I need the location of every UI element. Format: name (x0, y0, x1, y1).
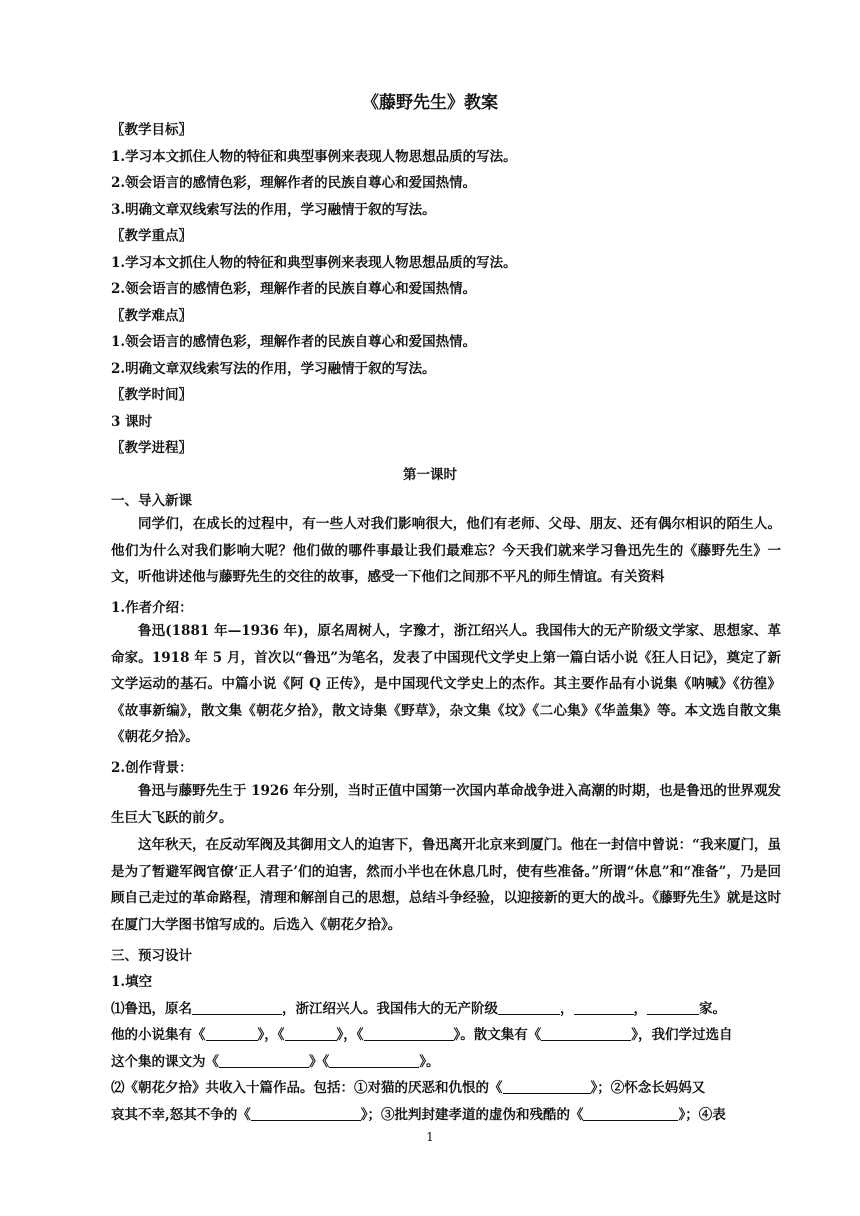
answer-blank[interactable] (574, 1000, 634, 1015)
goal-item: 1.学习本文抓住人物的特征和典型事例来表现人物思想品质的写法。 (111, 149, 517, 165)
goal-item: 3.明确文章双线索写法的作用，学习融情于叙的写法。 (111, 202, 436, 218)
answer-blank[interactable] (206, 1026, 258, 1041)
section-heading-time: 〖教学时间〗 (111, 387, 192, 403)
answer-blank[interactable] (329, 1053, 419, 1068)
fill-question-1-line1 (111, 997, 726, 1017)
author-paragraph: 鲁迅(1881 年—1936 年)，原名周树人，字豫才，浙江绍兴人。我国伟大的无产阶级文学家、思想家、革命家。1918 年 5 月，首次以“鲁迅”为笔名，发表了中国现代文学史上第一篇白话小说《狂人日记》，奠定了新文学运动的基石。中篇小说《阿 Q 正传》，是中国现代文学史上的杰作。其主要作品有小说集《呐喊》《彷徨》《故事新编》，散文集《朝花夕拾》，散文诗集《野草》，杂文集《坟》《二心集》《华盖集》等。本文选自散文集《朝花夕拾》。 (111, 623, 781, 745)
fill-question-1-line2 (111, 1023, 733, 1043)
preview-heading: 三、预习设计 (111, 948, 192, 964)
question-text: 》，我们学过选自 (631, 1027, 733, 1043)
section-heading-key-points: 〖教学重点〗 (111, 228, 192, 244)
question-text: 》。 (419, 1054, 440, 1070)
fill-question-2-line2 (111, 1103, 726, 1123)
answer-blank[interactable] (503, 1079, 591, 1094)
question-text: 》，《 (336, 1027, 364, 1043)
question-text: 这个集的课文为《 (111, 1054, 219, 1070)
answer-blank[interactable] (583, 1106, 678, 1121)
question-text: ⑴鲁迅，原名 (111, 1001, 192, 1017)
fill-heading: 1.填空 (111, 974, 153, 990)
question-text: ，浙江绍兴人。我国伟大的无产阶级 (282, 1001, 498, 1017)
background-heading: 2.创作背景： (111, 760, 193, 776)
author-heading: 1.作者介绍： (111, 600, 193, 616)
question-text: ， (560, 1001, 574, 1017)
question-text: 》《 (309, 1054, 330, 1070)
answer-blank[interactable] (251, 1106, 361, 1121)
background-paragraph: 鲁迅与藤野先生于 1926 年分别，当时正值中国第一次国内革命战争进入高潮的时期，也是鲁迅的世界观发生巨大飞跃的前夕。 (111, 783, 781, 826)
goal-item: 2.领会语言的感情色彩，理解作者的民族自尊心和爱国热情。 (111, 175, 477, 191)
question-text: 他的小说集有《 (111, 1027, 206, 1043)
answer-blank[interactable] (498, 1000, 560, 1015)
fill-question-1-line3 (111, 1050, 440, 1070)
fill-question-2-line1 (111, 1076, 705, 1096)
answer-blank[interactable] (541, 1026, 631, 1041)
difficulty-item: 2.明确文章双线索写法的作用，学习融情于叙的写法。 (111, 361, 436, 377)
question-text: 》；②怀念长妈妈又 (590, 1080, 706, 1096)
intro-paragraph: 同学们，在成长的过程中，有一些人对我们影响很大，他们有老师、父母、朋友、还有偶尔相识的陌生人。他们为什么对我们影响大呢？他们做的哪件事最让我们最难忘？今天我们就来学习鲁迅先生的《藤野先生》一文，听他讲述他与藤野先生的交往的故事，感受一下他们之间那不平凡的师生情谊。有关资料 (111, 516, 781, 585)
question-text: 哀其不幸,怒其不争的《 (111, 1107, 251, 1123)
difficulty-item: 1.领会语言的感情色彩，理解作者的民族自尊心和爱国热情。 (111, 334, 477, 350)
answer-blank[interactable] (285, 1026, 337, 1041)
section-heading-goals: 〖教学目标〗 (111, 122, 192, 138)
answer-blank[interactable] (192, 1000, 282, 1015)
page-number: 1 (426, 1130, 434, 1144)
time-value: 3 课时 (111, 414, 153, 430)
background-paragraph: 这年秋天，在反动军阀及其御用文人的迫害下，鲁迅离开北京来到厦门。他在一封信中曾说：“我来厦门，虽是为了暂避军阀官僚‘正人君子’们的迫害，然而小半也在休息几时，使有些准备。”所谓“休息”和“准备”，乃是回顾自己走过的革命路程，清理和解剖自己的思想，总结斗争经验，以迎接新的更大的战斗。《藤野先生》就是这时在厦门大学图书馆写成的。后选入《朝花夕拾》。 (111, 837, 781, 933)
lesson-heading: 第一课时 (403, 467, 457, 483)
key-point-item: 2.领会语言的感情色彩，理解作者的民族自尊心和爱国热情。 (111, 281, 477, 297)
answer-blank[interactable] (647, 1000, 699, 1015)
intro-heading: 一、导入新课 (111, 493, 192, 509)
question-text: 》，《 (257, 1027, 285, 1043)
section-heading-difficulties: 〖教学难点〗 (111, 308, 192, 324)
question-text: 》。散文集有《 (453, 1027, 542, 1043)
question-text: 家。 (699, 1001, 726, 1017)
answer-blank[interactable] (364, 1026, 454, 1041)
answer-blank[interactable] (219, 1053, 309, 1068)
question-text: 》；③批判封建孝道的虚伪和残酷的《 (360, 1107, 584, 1123)
question-text: ， (633, 1001, 647, 1017)
document-title: 《藤野先生》教案 (362, 93, 498, 113)
section-heading-process: 〖教学进程〗 (111, 440, 192, 456)
question-text: ⑵《朝花夕拾》共收入十篇作品。包括：①对猫的厌恶和仇恨的《 (111, 1080, 503, 1096)
key-point-item: 1.学习本文抓住人物的特征和典型事例来表现人物思想品质的写法。 (111, 255, 517, 271)
question-text: 》；④表 (678, 1107, 726, 1123)
